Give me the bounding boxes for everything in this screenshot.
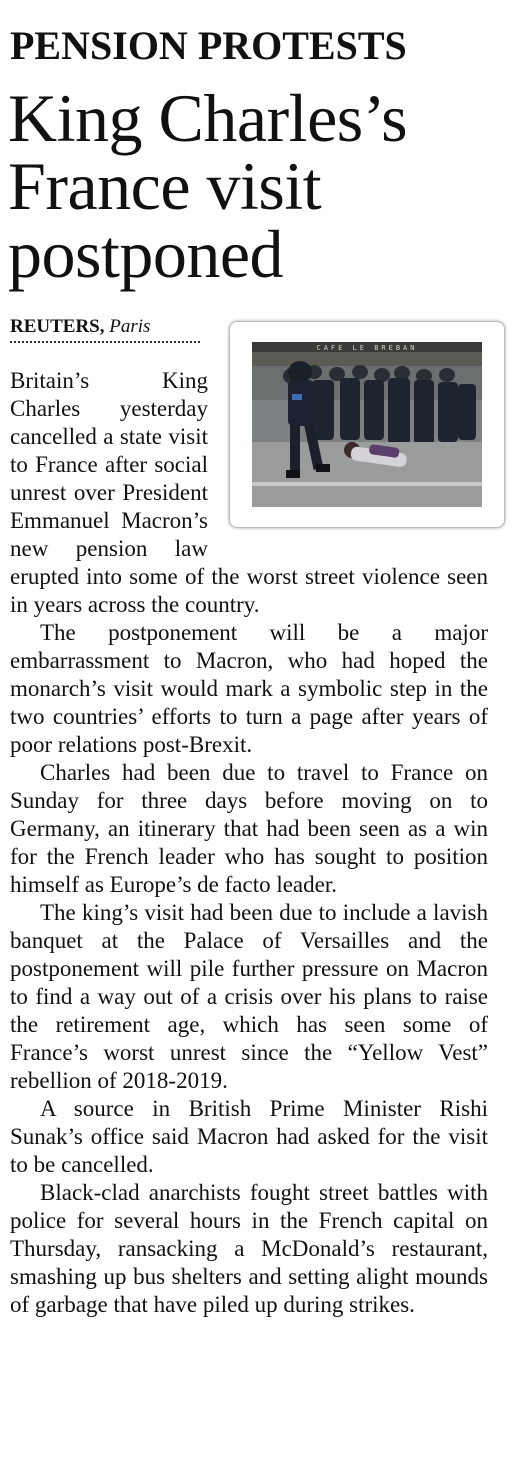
headline-line-1: King Charles’s bbox=[8, 80, 408, 156]
photo-float-spacer bbox=[208, 367, 488, 563]
headline bbox=[8, 80, 508, 292]
byline-location: Paris bbox=[109, 316, 151, 337]
paragraph-4: The king’s visit had been due to include a lavish banquet at the Palace of Versailles and the postponement will pile further pressure on Macron to find a way out of a crisis over his plans to raise the retirement age, which has seen some of France’s worst unrest since the “Yellow Vest” rebellion of 2018-2019. bbox=[10, 900, 488, 1093]
paragraph-2: The postponement will be a major embarrassment to Macron, who had hoped the monarch’s visit would mark a symbolic step in the two countries’ efforts to turn a page after years of poor relations post-Brexit. bbox=[10, 620, 488, 757]
article-body bbox=[10, 367, 488, 1319]
paragraph-6: Black-clad anarchists fought street battles with police for several hours in the French capital on Thursday, ransacking a McDonald’s restaurant, smashing up bus shelters and setting alight mounds of garbage that have piled up during strikes. bbox=[10, 1180, 488, 1317]
kicker: PENSION PROTESTS bbox=[10, 23, 407, 68]
paragraph-3: Charles had been due to travel to France on Sunday for three days before moving on to Germany, an itinerary that had been seen as a win for the French leader who has sought to position himself as Europe’s de facto leader. bbox=[10, 760, 488, 897]
headline-line-3: postponed bbox=[8, 216, 284, 292]
byline bbox=[10, 315, 150, 339]
headline-line-2: France visit bbox=[8, 148, 322, 224]
byline-agency: REUTERS, bbox=[10, 316, 105, 337]
byline-divider bbox=[10, 341, 200, 343]
cafe-sign-text: CAFE LE BREBAN bbox=[316, 344, 418, 352]
paragraph-1: Britain’s King Charles yesterday cancelled a state visit to France after social unrest over President Emmanuel Macron’s new pension law erupted into some of the worst street violence seen in years across the country. bbox=[10, 368, 488, 617]
paragraph-5: A source in British Prime Minister Rishi Sunak’s office said Macron had asked for the visit to be cancelled. bbox=[10, 1096, 488, 1177]
